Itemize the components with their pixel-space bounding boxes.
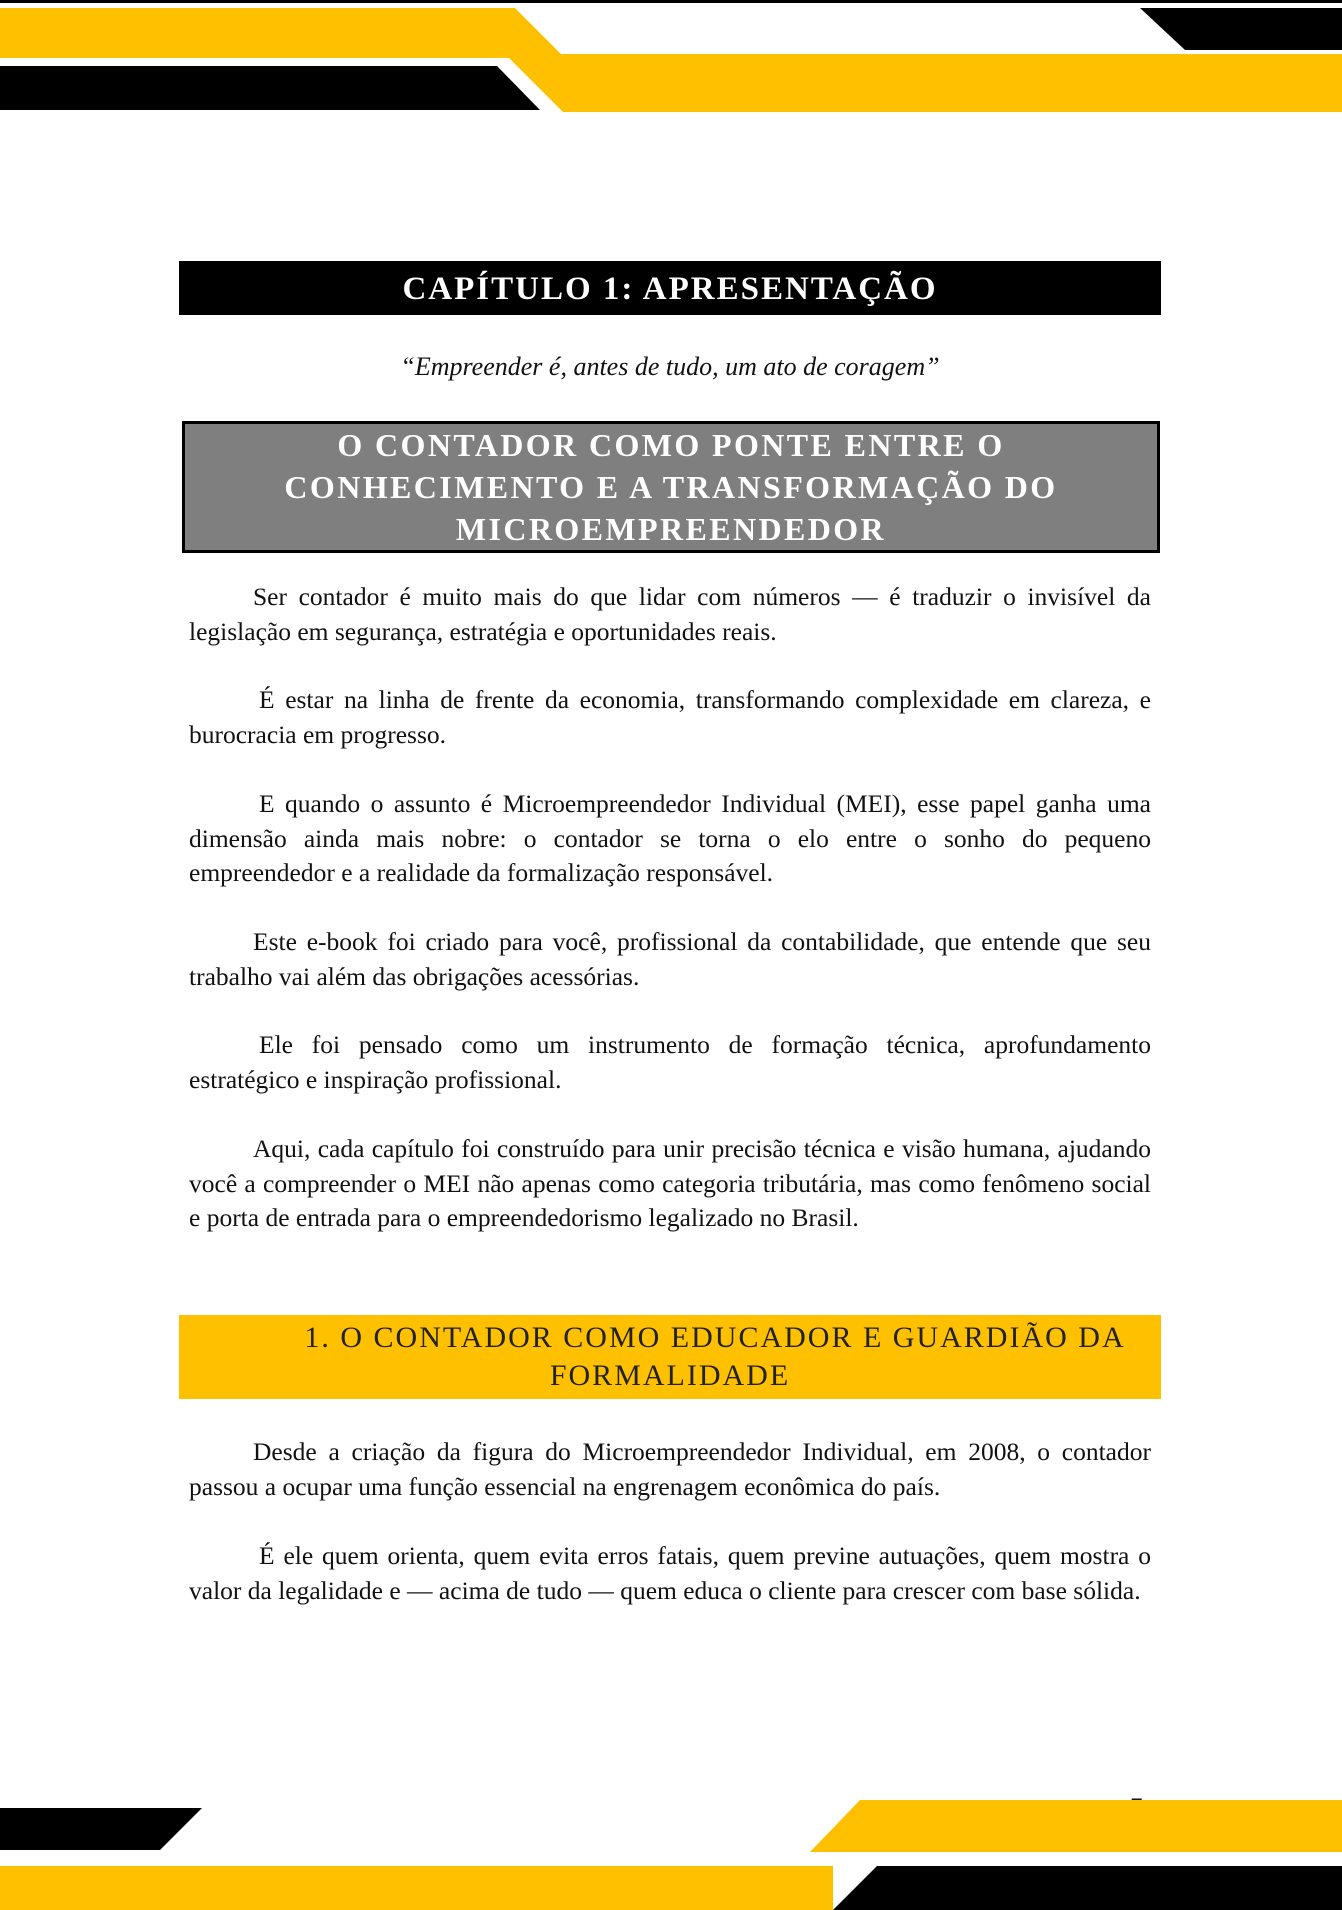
footer-yellow-band-left bbox=[0, 1866, 833, 1910]
body-paragraph: É estar na linha de frente da economia, transformando complexidade em clareza, e burocracia em progresso. bbox=[189, 685, 1151, 749]
body-paragraph: E quando o assunto é Microempreendedor Individual (MEI), esse papel ganha uma dimensão ainda mais nobre: o contador se torna o elo entre o sonho do pequeno empreendedor e a realidade da formalização responsável. bbox=[189, 789, 1151, 887]
footer-black-band-right bbox=[833, 1866, 1342, 1910]
header-yellow-band-right bbox=[505, 54, 1342, 112]
subsection-paragraph: É ele quem orienta, quem evita erros fatais, quem previne autuações, quem mostra o valor da legalidade e — acima de tudo — quem educa o cliente para crescer com base sólida. bbox=[189, 1541, 1151, 1605]
header-decoration bbox=[0, 0, 1342, 120]
body-paragraph: Aqui, cada capítulo foi construído para unir precisão técnica e visão humana, ajudando você a compreender o MEI não apenas como categoria tributária, mas como fenômeno social e porta de entrada para o empreendedorismo legalizado no Brasil. bbox=[189, 1134, 1151, 1232]
footer-yellow-band-right bbox=[810, 1800, 1342, 1852]
chapter-epigraph: “Empreender é, antes de tudo, um ato de coragem” bbox=[400, 352, 940, 381]
header-black-band-left bbox=[0, 66, 540, 110]
section-title-box bbox=[182, 421, 1160, 553]
body-paragraph: Ele foi pensado como um instrumento de formação técnica, aprofundamento estratégico e inspiração profissional. bbox=[189, 1030, 1151, 1094]
section-title-line: CONHECIMENTO E A TRANSFORMAÇÃO DO bbox=[284, 469, 1058, 505]
header-top-line bbox=[0, 0, 1342, 3]
footer-decoration bbox=[0, 1790, 1342, 1910]
header-yellow-band-left bbox=[0, 8, 565, 58]
subsection-paragraph: Desde a criação da figura do Microempreendedor Individual, em 2008, o contador passou a ocupar uma função essencial na engrenagem econômica do país. bbox=[189, 1437, 1151, 1501]
section-title-line: O CONTADOR COMO PONTE ENTRE O bbox=[337, 427, 1005, 463]
footer-black-band-left bbox=[0, 1808, 202, 1850]
chapter-title: CAPÍTULO 1: APRESENTAÇÃO bbox=[179, 261, 1161, 315]
subsection-title-line: 1. O CONTADOR COMO EDUCADOR E GUARDIÃO DA bbox=[304, 1321, 1126, 1354]
section-title-line: MICROEMPREENDEDOR bbox=[455, 511, 887, 547]
subsection-title-box bbox=[179, 1315, 1161, 1399]
header-black-band-right bbox=[1140, 8, 1342, 50]
body-paragraph: Ser contador é muito mais do que lidar com números — é traduzir o invisível da legislação em segurança, estratégia e oportunidades reais. bbox=[189, 582, 1151, 646]
subsection-title-line: FORMALIDADE bbox=[549, 1359, 791, 1392]
body-paragraph: Este e-book foi criado para você, profissional da contabilidade, que entende que seu trabalho vai além das obrigações acessórias. bbox=[189, 927, 1151, 991]
